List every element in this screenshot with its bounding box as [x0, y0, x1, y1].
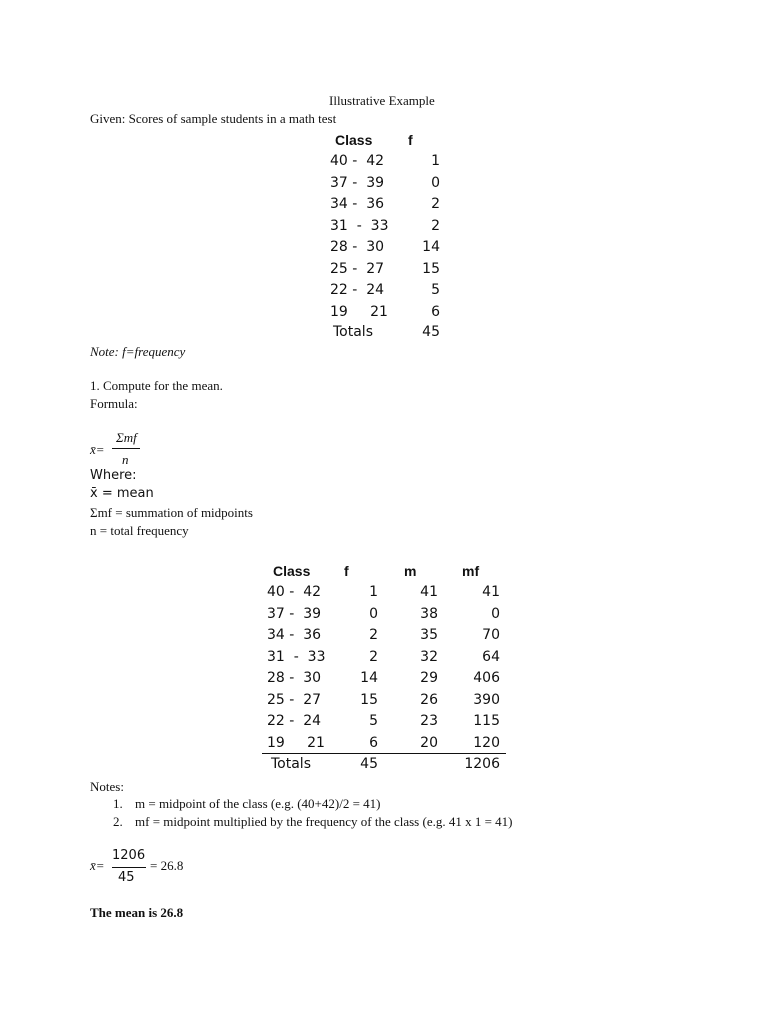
table2-cell-class: 25 - 27	[267, 691, 322, 708]
where-label: Where:	[90, 468, 137, 483]
table2-cell-mf: 0	[491, 605, 500, 622]
formula-denominator: n	[122, 452, 129, 467]
table2-total-rule	[262, 753, 506, 754]
table2-cell-mf: 70	[482, 627, 500, 643]
table2-cell-f: 2	[369, 627, 378, 643]
table2-cell-mf: 406	[473, 670, 500, 686]
table1-cell-class: 25 - 27	[330, 260, 385, 277]
table2-totals-mf: 1206	[464, 756, 500, 772]
table1-cell-class: 22 - 24	[330, 282, 385, 298]
note-1-text: m = midpoint of the class (e.g. (40+42)/2 = 41)	[135, 796, 381, 811]
table1-cell-f: 6	[431, 303, 440, 320]
notes-label: Notes:	[90, 779, 124, 794]
note-2-num: 2.	[113, 814, 123, 829]
step1-text: 1. Compute for the mean.	[90, 378, 223, 393]
table1-totals-label: Totals	[333, 324, 373, 340]
note-text: Note: f=frequency	[90, 344, 186, 359]
table2-cell-f: 2	[369, 648, 378, 665]
table2-cell-f: 6	[369, 734, 378, 751]
table1-cell-class: 40 - 42	[330, 153, 385, 169]
table2-totals-f: 45	[360, 756, 378, 772]
table2-totals-label: Totals	[271, 756, 311, 772]
table1-cell-f: 15	[422, 260, 440, 277]
table2-cell-mf: 390	[473, 691, 500, 708]
table2-header-m: m	[404, 563, 417, 579]
table1-cell-f: 0	[431, 174, 440, 191]
definition-sum: Σmf = summation of midpoints	[90, 505, 253, 520]
table1-cell-class: 37 - 39	[330, 174, 385, 191]
calc-lhs: x̄=	[90, 858, 105, 873]
table1-cell-class: 34 - 36	[330, 196, 385, 212]
table1-totals-f: 45	[422, 324, 440, 340]
table2-cell-mf: 41	[482, 584, 500, 600]
table2-cell-class: 31 - 33	[267, 648, 326, 665]
table2-cell-m: 41	[420, 584, 438, 600]
table2-cell-m: 26	[420, 691, 438, 708]
calc-numerator: 1206	[112, 848, 146, 863]
table2-cell-m: 29	[420, 670, 438, 686]
table2-cell-class: 34 - 36	[267, 627, 322, 643]
table2-cell-class: 28 - 30	[267, 670, 322, 686]
table1-cell-class: 31 - 33	[330, 217, 389, 234]
fraction-bar	[112, 867, 146, 868]
table2-cell-f: 1	[369, 584, 378, 600]
table2-cell-m: 38	[420, 605, 438, 622]
conclusion-text: The mean is 26.8	[90, 905, 184, 920]
document-title: Illustrative Example	[329, 93, 435, 108]
definition-mean: x̄ = mean	[90, 486, 154, 501]
table2-cell-mf: 120	[473, 734, 500, 751]
table1-cell-class: 28 - 30	[330, 239, 385, 255]
table2-header-f: f	[344, 563, 349, 579]
table2-cell-f: 5	[369, 713, 378, 729]
table1-header-f: f	[408, 132, 413, 148]
note-2-text: mf = midpoint multiplied by the frequency of the class (e.g. 41 x 1 = 41)	[135, 814, 513, 829]
table2-cell-class: 22 - 24	[267, 713, 322, 729]
fraction-bar	[112, 448, 140, 449]
formula-numerator: Σmf	[116, 430, 137, 445]
table2-cell-class: 37 - 39	[267, 605, 322, 622]
table1-cell-f: 2	[431, 196, 440, 212]
table2-cell-m: 20	[420, 734, 438, 751]
table2-cell-f: 15	[360, 691, 378, 708]
calc-result: = 26.8	[150, 858, 184, 873]
table2-cell-m: 35	[420, 627, 438, 643]
note-1-num: 1.	[113, 796, 123, 811]
table2-cell-f: 0	[369, 605, 378, 622]
formula-label: Formula:	[90, 396, 138, 411]
formula-lhs: x̄=	[90, 442, 105, 457]
table2-cell-mf: 64	[482, 648, 500, 665]
table2-cell-class: 19 21	[267, 734, 325, 751]
table1-cell-f: 2	[431, 217, 440, 234]
table1-cell-f: 14	[422, 239, 440, 255]
table2-header-class: Class	[273, 563, 311, 579]
table1-cell-f: 1	[431, 153, 440, 169]
table2-cell-mf: 115	[473, 713, 500, 729]
table2-cell-m: 32	[420, 648, 438, 665]
table1-cell-class: 19 21	[330, 303, 388, 320]
calc-denominator: 45	[118, 870, 135, 885]
table2-cell-class: 40 - 42	[267, 584, 322, 600]
table2-cell-f: 14	[360, 670, 378, 686]
given-text: Given: Scores of sample students in a math test	[90, 111, 337, 126]
table2-header-mf: mf	[462, 563, 480, 579]
table1-cell-f: 5	[431, 282, 440, 298]
table1-header-class: Class	[335, 132, 373, 148]
table2-cell-m: 23	[420, 713, 438, 729]
definition-n: n = total frequency	[90, 523, 189, 538]
